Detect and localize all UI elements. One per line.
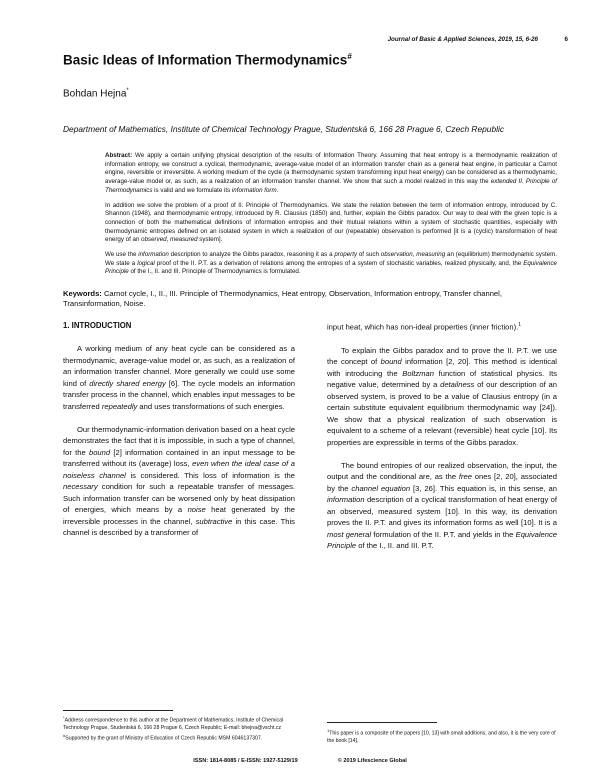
abstract-emphasis: property (334, 251, 358, 259)
abstract-text: of the I., II. and III. Principle of Thermodynamics is formulated. (128, 268, 301, 276)
body-paragraph (327, 460, 557, 552)
body-text: of our description of an observed system, is proved to be a value of Clausius entropy (in a certain substitute equivalent equilibrium thermodynamic way [24]). We show that a physical realization of such observation is equivalent to a scheme of a relevant (reversible) heat cycle [10]. Its properties are expressible in terms of the Gibbs paradox. (327, 380, 557, 447)
abstract-text: We use the (105, 251, 139, 259)
body-text: input heat, which has non-ideal properties (inner friction). (327, 322, 519, 332)
footnote-mark: # (63, 732, 66, 738)
abstract-text: , (166, 236, 171, 244)
abstract-text: of such (357, 251, 381, 259)
title-footnote-mark: # (347, 52, 352, 61)
footnote-mark: * (63, 715, 65, 720)
abstract-text: proof of the II. P.T. as a derivation of relations among the entropies of a system of stochastic variables, realized physically, and, the (154, 259, 524, 267)
body-emphasis: information (327, 495, 365, 505)
footnote-text: This paper is a composite of the papers [10, 13] with small additions, and also, it is the very core of the book [14]. (327, 730, 556, 744)
abstract-text: . (276, 186, 279, 194)
abstract-paragraph (105, 251, 557, 277)
body-text: of the I., II. and III. P.T. (356, 541, 434, 551)
footnotes-right (327, 727, 559, 745)
abstract (105, 152, 557, 283)
footnote-ref: 1 (518, 322, 521, 328)
abstract-text: is valid and we formulate its (152, 186, 232, 194)
body-paragraph (63, 424, 295, 539)
body-text: The bound entropies of our realized observation, the input, the output and the conditional are, as the (327, 460, 557, 482)
body-text: function of statistical physics. Its negative value, determined by a (327, 368, 557, 390)
body-text: ones [2, 20], associated by the (327, 472, 557, 493)
footnote-text: Supported by the grant of Ministry of Education of Czech Republic MSM 6046137307. (65, 735, 263, 742)
copyright: © 2019 Lifescience Global (337, 758, 407, 764)
left-column (63, 343, 295, 550)
body-text: information [2, 20]. This method is identical with introducing the (327, 357, 557, 378)
abstract-paragraph (105, 202, 557, 246)
abstract-text: , (412, 251, 417, 259)
abstract-emphasis: observation (380, 251, 413, 259)
footnote-rule-right (327, 722, 437, 723)
abstract-emphasis: logical (137, 259, 155, 267)
body-emphasis: subtractive (195, 516, 233, 526)
abstract-label: Abstract: (105, 152, 133, 159)
issn: ISSN: 1814-8085 / E-ISSN: 1927-5129/19 (193, 758, 298, 764)
body-emphasis: free (458, 472, 472, 482)
body-paragraph (63, 343, 295, 412)
body-paragraph (327, 320, 557, 333)
body-emphasis: bound (380, 357, 402, 367)
body-emphasis: necessary (63, 482, 98, 491)
abstract-emphasis: measuring (416, 251, 446, 259)
body-text: heat generated by the irreversible processes in the channel, (63, 505, 295, 526)
page-number: 6 (564, 36, 568, 43)
right-column (327, 320, 557, 563)
body-emphasis: repeatedly (101, 401, 138, 411)
body-text: [6]. The cycle models an information transfer process in the channel, which enables input messages to be transferred (63, 378, 296, 411)
title-text: Basic Ideas of Information Thermodynamics (63, 52, 348, 68)
body-emphasis: detailness (440, 380, 475, 390)
abstract-emphasis: observed (141, 236, 167, 244)
body-text: [2] information contained in an input message to be transferred without its (average) loss, (63, 447, 295, 468)
body-emphasis: Boltzman (402, 368, 434, 378)
footnotes-left (63, 714, 298, 742)
author-footnote-mark: * (126, 88, 129, 94)
body-emphasis: noise (187, 505, 206, 514)
body-text: A working medium of any heat cycle can be considered as a thermodynamic, average-value model or, as such, as a realization of an information transfer channel. More generally we could use some kind of (63, 344, 295, 388)
body-emphasis: directly shared energy (89, 378, 166, 388)
footnote-text: Address correspondence to this author at the Department of Mathematics, Institute of Chemical Technology Prague, Studentská 6, 166 28 Prague 6, Czech Republic; E-mail: bhejna@vscht.cz (63, 717, 284, 731)
keywords-label: Keywords: (63, 289, 102, 298)
body-emphasis: most general (327, 529, 372, 539)
author-line (63, 88, 129, 99)
abstract-text: We apply a certain unifying physical description of the results of Information Theory. Assuming that heat entropy is a thermodynamic realization of information entropy, we construct a cyclical, thermodynamic, average-value model of an information transfer chain as a general heat engine, in particular a Carnot engine, reversible or irreversible. A working medium of the cycle (a thermodynamic system transforming input heat energy) can be considered as a thermodynamic, average-value model or, as such, as a realization of an information transfer channel. We show that such a model realized in this way the (105, 152, 557, 186)
abstract-text: system]. (197, 236, 223, 244)
body-paragraph (327, 345, 557, 449)
body-text: formulation of the II. P.T. and yields in the (371, 529, 516, 539)
abstract-emphasis: Equivalence Principle (105, 259, 557, 276)
footnote (63, 732, 298, 743)
footnote (63, 714, 298, 732)
abstract-emphasis: information (138, 251, 169, 259)
abstract-emphasis: extended II. Principle of Thermodynamics (105, 178, 557, 194)
abstract-text: description to analyze the Gibbs paradox, reasoning it as a (168, 251, 335, 259)
paper-title (63, 52, 352, 68)
keywords (63, 289, 558, 310)
footnote (327, 727, 559, 745)
abstract-text: an (equilibrium) thermodynamic system. We state a (105, 251, 557, 267)
section-heading: 1. INTRODUCTION (63, 321, 132, 330)
body-text: condition for such a repeatable transfer of messages. Such information transfer can be worsened only by heat dissipation of energies, which means by a (63, 482, 295, 514)
body-emphasis: bound (88, 447, 111, 457)
journal-citation: Journal of Basic & Applied Sciences, 2019, 15, 6-26 (387, 36, 538, 43)
abstract-paragraph (105, 152, 557, 196)
body-text: is considered. This loss of information is the (125, 470, 295, 480)
body-text: and uses transformations of such energies. (137, 401, 285, 411)
body-emphasis: Equivalence Principle (327, 529, 557, 551)
body-text: Our thermodynamic-information derivation based on a heat cycle demonstrates the fact that it is impossible, in such a type of channel, for the (63, 424, 295, 457)
body-text: description of a cyclical transformation of heat energy of an observed, measured system [10]. In this way, its derivation proves the II. P.T. and gives its information forms as well [10]. It is a (327, 495, 557, 528)
body-text: in this case. This channel is described by a transformer of (63, 516, 295, 537)
abstract-emphasis: information form (231, 186, 277, 194)
footnote-mark: 1 (327, 728, 330, 733)
abstract-text: In addition we solve the problem of a proof of II. Principle of Thermodynamics. We state the relation between the term of information entropy, introduced by C. Shannon (1948), and thermodynamic entropy, introduced by R. Clausius (1850) and, further, explain the Gibbs paradox. Our way to deal with the given topic is a connection of both the mathematical definitions of information entropies and their mutual relations within a system of stochastic quantities, especially with thermodynamic entropies defined on an isolated system in which a realization of our (repeatable) observation is performed [it is a (cyclic) transformation of heat energy of an (105, 201, 557, 244)
keywords-text: Carnot cycle, I., II., III. Principle of Thermodynamics, Heat entropy, Observation, Information entropy, Transfer channel, Transinformation, Noise. (63, 289, 502, 309)
body-emphasis: channel equation (351, 483, 411, 493)
body-emphasis: even when the ideal case of a noiseless channel (63, 459, 295, 480)
author-name: Bohdan Hejna (63, 88, 127, 100)
page-footer (0, 758, 600, 764)
body-text: [3, 26]. This equation is, in this sense, an (410, 483, 557, 493)
body-text: To explain the Gibbs paradox and to prove the II. P.T. we use the concept of (327, 345, 557, 367)
abstract-emphasis: measured (170, 236, 198, 244)
affiliation: Department of Mathematics, Institute of Chemical Technology Prague, Studentská 6, 166 28 Prague 6, Czech Republic (63, 124, 505, 134)
footnote-rule-left (63, 710, 173, 711)
